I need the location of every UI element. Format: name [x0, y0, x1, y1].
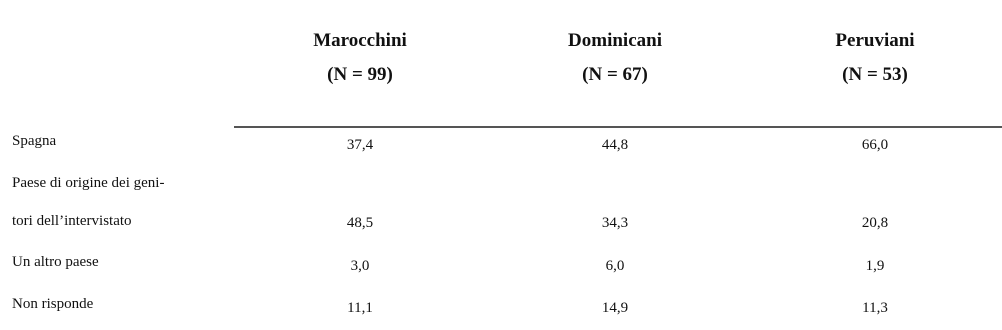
row-label-paese-origine-line1: Paese di origine dei geni- — [12, 175, 165, 191]
table-cell: 14,9 — [601, 300, 629, 316]
column-count: (N = 53) — [842, 64, 908, 85]
table-cell: 20,8 — [861, 215, 889, 231]
column-header-marocchini — [280, 24, 440, 92]
table-cell: 37,4 — [346, 137, 374, 153]
table-cell: 6,0 — [605, 258, 625, 274]
row-label-paese-origine-line2: tori dell’intervistato — [12, 213, 132, 229]
row-label-altro-paese: Un altro paese — [12, 254, 99, 270]
table-cell: 1,9 — [865, 258, 885, 274]
row-label-spagna: Spagna — [12, 133, 57, 149]
header-rule — [234, 126, 1002, 128]
table-cell: 66,0 — [861, 137, 889, 153]
table-cell: 48,5 — [346, 215, 374, 231]
table-cell: 11,1 — [347, 300, 373, 316]
table-cell: 11,3 — [862, 300, 888, 316]
row-label-non-risponde: Non risponde — [12, 296, 94, 312]
table-cell: 34,3 — [601, 215, 629, 231]
table-cell: 3,0 — [350, 258, 370, 274]
column-count: (N = 67) — [582, 64, 648, 85]
column-header-dominicani — [535, 24, 695, 92]
column-name: Marocchini — [313, 30, 407, 51]
table-cell: 44,8 — [601, 137, 629, 153]
column-name: Peruviani — [835, 30, 915, 51]
column-count: (N = 99) — [327, 64, 393, 85]
column-name: Dominicani — [568, 30, 662, 51]
column-header-peruviani — [795, 24, 955, 92]
